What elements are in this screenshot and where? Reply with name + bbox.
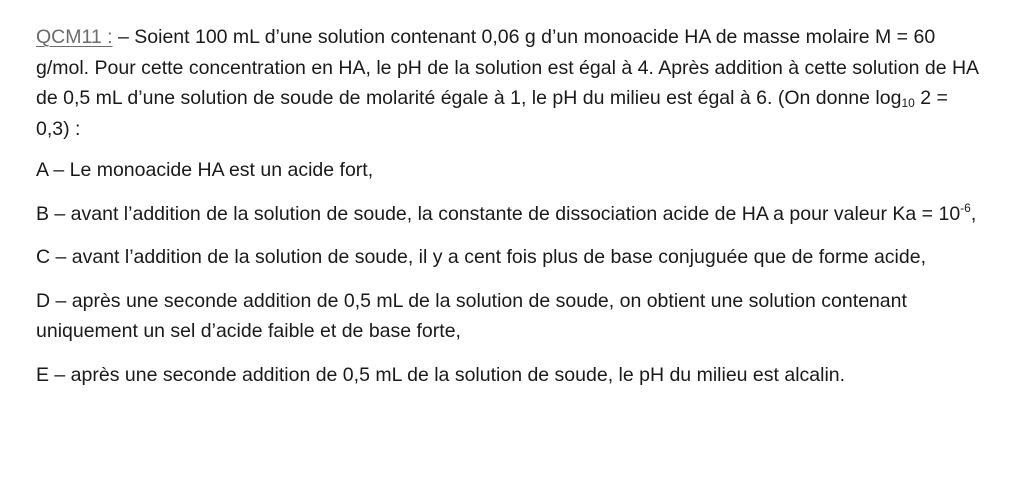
option-a xyxy=(36,155,986,186)
option-d xyxy=(36,286,986,347)
option-b-exponent: -6 xyxy=(960,200,971,215)
option-b-text-part1: B – avant l’addition de la solution de soude, la constante de dissociation acide de HA a pour valeur Ka = 10 xyxy=(36,202,961,225)
option-d-text: D – après une seconde addition de 0,5 mL de la solution de soude, on obtient une solution contenant uniquement un sel d’acide faible et de base forte, xyxy=(36,289,907,342)
option-e-text: E – après une seconde addition de 0,5 mL de la solution de soude, le pH du milieu est alcalin. xyxy=(36,363,846,386)
log-base-subscript: 10 xyxy=(901,96,915,110)
question-stem xyxy=(36,22,986,144)
question-label: QCM11 : xyxy=(36,26,113,48)
option-b xyxy=(36,199,986,230)
question-page xyxy=(36,22,986,403)
option-c-text: C – avant l’addition de la solution de soude, il y a cent fois plus de base conjuguée que de forme acide, xyxy=(36,246,927,268)
option-a-text: A – Le monoacide HA est un acide fort, xyxy=(36,159,374,181)
option-b-text-part2: , xyxy=(970,202,977,225)
option-c xyxy=(36,242,986,273)
stem-text-part1: – Soient 100 mL d’une solution contenant 0,06 g d’un monoacide HA de masse molaire M = 60 g/mol. Pour cette concentration en HA, le pH de la solution est égal à 4. Après addition à cette solution de HA de 0,5 mL d’une solution de soude de molarité égale à 1, le pH du milieu est égal à 6. (On donne log xyxy=(36,26,978,109)
stem-text-part2: 2 = 0,3) : xyxy=(36,87,948,140)
option-e xyxy=(36,360,986,391)
